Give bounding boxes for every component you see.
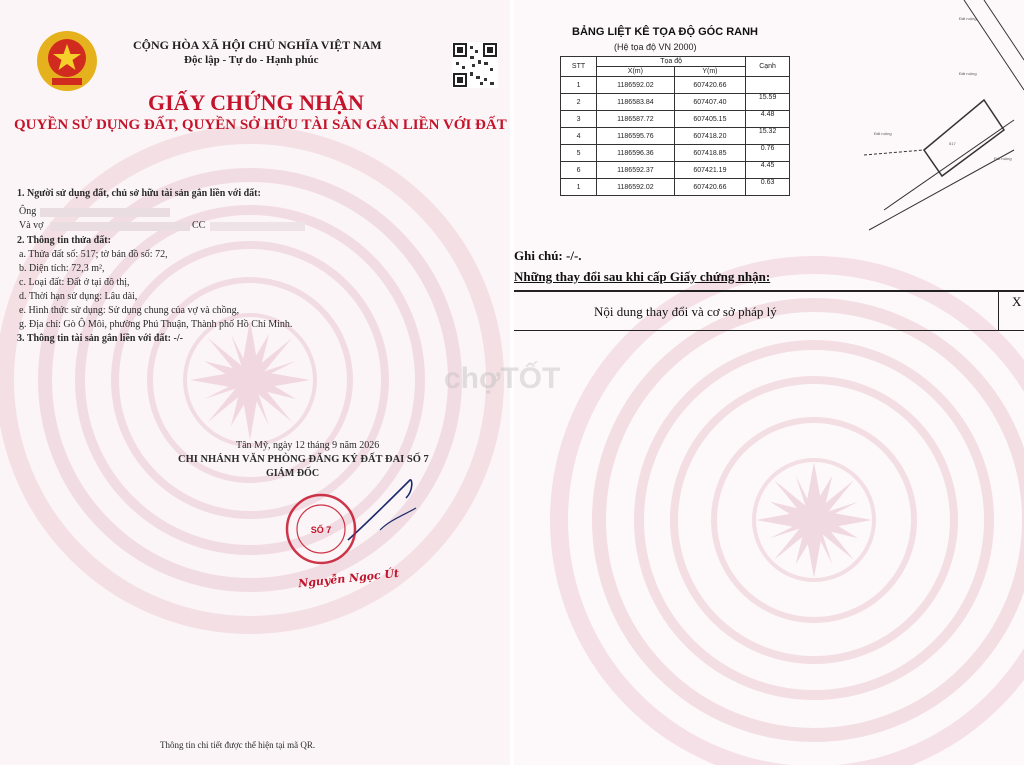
owner-line-2: Và vợ <box>19 220 44 231</box>
coord-row <box>561 111 790 128</box>
coord-cell-y: 607420.66 <box>674 77 746 94</box>
edge-length: 4.48 <box>760 111 775 118</box>
coord-cell-edge <box>746 77 790 101</box>
land-address: g. Địa chỉ: Gò Ô Môi, phường Phú Thuận, Thành phố Hồ Chí Minh. <box>19 319 293 330</box>
svg-text:Đất ruộng: Đất ruộng <box>874 131 892 136</box>
coord-cell-y: 607407.40 <box>674 94 746 111</box>
office-stamp <box>284 492 358 566</box>
changes-column-header: Nội dung thay đổi và cơ sở pháp lý <box>594 304 777 319</box>
coord-cell-stt: 6 <box>561 162 597 179</box>
id-redacted <box>210 222 305 231</box>
qr-footer-note: Thông tin chi tiết được thể hiện tại mã QR. <box>160 740 316 750</box>
svg-text:Đất ruộng: Đất ruộng <box>959 71 977 76</box>
parcel-map <box>864 0 1024 230</box>
coord-cell-edge <box>746 162 790 186</box>
coord-cell-y: 607420.66 <box>674 179 746 196</box>
coord-cell-x: 1186592.02 <box>597 77 675 94</box>
signatory-name: Nguyễn Ngọc Út <box>297 566 400 591</box>
col-x: X(m) <box>597 67 675 77</box>
coord-cell-y: 607418.20 <box>674 128 746 145</box>
col-coord: Tọa độ <box>597 57 746 67</box>
coord-cell-y: 607421.19 <box>674 162 746 179</box>
col-stt: STT <box>561 57 597 77</box>
chotot-watermark: chợTỐT <box>444 362 561 395</box>
svg-text:Đất ruộng: Đất ruộng <box>959 16 977 21</box>
coord-row <box>561 128 790 145</box>
coord-cell-edge <box>746 128 790 152</box>
coord-cell-x: 1186592.02 <box>597 179 675 196</box>
coord-cell-x: 1186587.72 <box>597 111 675 128</box>
owner-line-2-suffix: CC <box>192 220 206 231</box>
coord-row <box>561 77 790 94</box>
coord-row <box>561 145 790 162</box>
coord-cell-stt: 1 <box>561 179 597 196</box>
svg-text:Đất ruộng: Đất ruộng <box>994 156 1012 161</box>
coord-cell-edge <box>746 111 790 135</box>
owner-redacted <box>40 208 170 217</box>
edge-length: 0.63 <box>760 179 775 186</box>
changes-column-2-header: X <box>1012 294 1022 309</box>
national-motto: Độc lập - Tự do - Hạnh phúc <box>184 54 319 66</box>
edge-length: 0.76 <box>760 145 775 152</box>
signature-mark <box>340 460 460 550</box>
coord-cell-x: 1186583.84 <box>597 94 675 111</box>
svg-text:517: 517 <box>949 141 956 146</box>
coord-cell-x: 1186592.37 <box>597 162 675 179</box>
land-heading: 2. Thông tin thửa đất: <box>17 235 111 246</box>
changes-column-divider <box>998 292 999 330</box>
issue-date: Tân Mỹ, ngày 12 tháng 9 năm 2026 <box>236 440 380 451</box>
national-emblem-icon <box>34 28 100 94</box>
coord-row <box>561 179 790 196</box>
coord-cell-edge <box>746 145 790 169</box>
coord-table-title: BẢNG LIỆT KÊ TỌA ĐỘ GÓC RANH <box>572 26 758 38</box>
edge-length: 15.32 <box>758 128 777 135</box>
coord-cell-stt: 1 <box>561 77 597 94</box>
owner-heading: 1. Người sử dụng đất, chủ sở hữu tài sản gắn liền với đất: <box>17 188 261 199</box>
col-y: Y(m) <box>674 67 746 77</box>
coord-cell-y: 607405.15 <box>674 111 746 128</box>
coord-cell-x: 1186596.36 <box>597 145 675 162</box>
note: Ghi chú: -/-. <box>514 248 582 263</box>
coord-cell-stt: 5 <box>561 145 597 162</box>
national-title: CỘNG HÒA XÃ HỘI CHỦ NGHĨA VIỆT NAM <box>133 38 382 52</box>
coord-cell-stt: 3 <box>561 111 597 128</box>
spouse-redacted <box>50 222 190 231</box>
edge-length: 15.59 <box>758 94 777 101</box>
coord-row <box>561 162 790 179</box>
coord-cell-edge <box>746 179 790 196</box>
certificate-subtitle: QUYỀN SỬ DỤNG ĐẤT, QUYỀN SỞ HỮU TÀI SẢN GẮN LIỀN VỚI ĐẤT <box>14 117 507 133</box>
coord-cell-x: 1186595.76 <box>597 128 675 145</box>
changes-table <box>514 290 1024 319</box>
owner-line-1: Ông <box>19 206 37 217</box>
certificate-back-page <box>444 0 1024 765</box>
land-term: d. Thời hạn sử dụng: Lâu dài, <box>19 291 138 302</box>
coord-table <box>560 56 790 196</box>
qr-code[interactable] <box>452 42 498 88</box>
land-area: b. Diện tích: 72,3 m², <box>19 263 105 274</box>
stamp-number: SỐ 7 <box>310 525 332 535</box>
land-usage-form: e. Hình thức sử dụng: Sử dụng chung của vợ và chồng, <box>19 305 240 316</box>
coord-cell-edge <box>746 94 790 118</box>
issuing-office: CHI NHÁNH VĂN PHÒNG ĐĂNG KÝ ĐẤT ĐAI SỐ 7 <box>178 454 429 465</box>
director-title: GIÁM ĐỐC <box>266 468 320 479</box>
edge-length: 4.45 <box>760 162 775 169</box>
land-type: c. Loại đất: Đất ở tại đô thị, <box>19 277 130 288</box>
asset-heading: 3. Thông tin tài sản gắn liền với đất: -/- <box>17 333 183 344</box>
certificate-front-page <box>0 0 510 765</box>
land-parcel: a. Thửa đất số: 517; tờ bản đồ số: 72, <box>19 249 168 260</box>
changes-heading: Những thay đổi sau khi cấp Giấy chứng nhận: <box>514 269 771 284</box>
changes-row-divider <box>514 330 1024 331</box>
coord-table-subtitle: (Hệ tọa độ VN 2000) <box>614 42 697 52</box>
coord-cell-y: 607418.85 <box>674 145 746 162</box>
col-edge: Cạnh <box>746 57 790 77</box>
certificate-title: GIẤY CHỨNG NHẬN <box>148 90 364 115</box>
coord-row <box>561 94 790 111</box>
coord-cell-stt: 2 <box>561 94 597 111</box>
coord-cell-stt: 4 <box>561 128 597 145</box>
